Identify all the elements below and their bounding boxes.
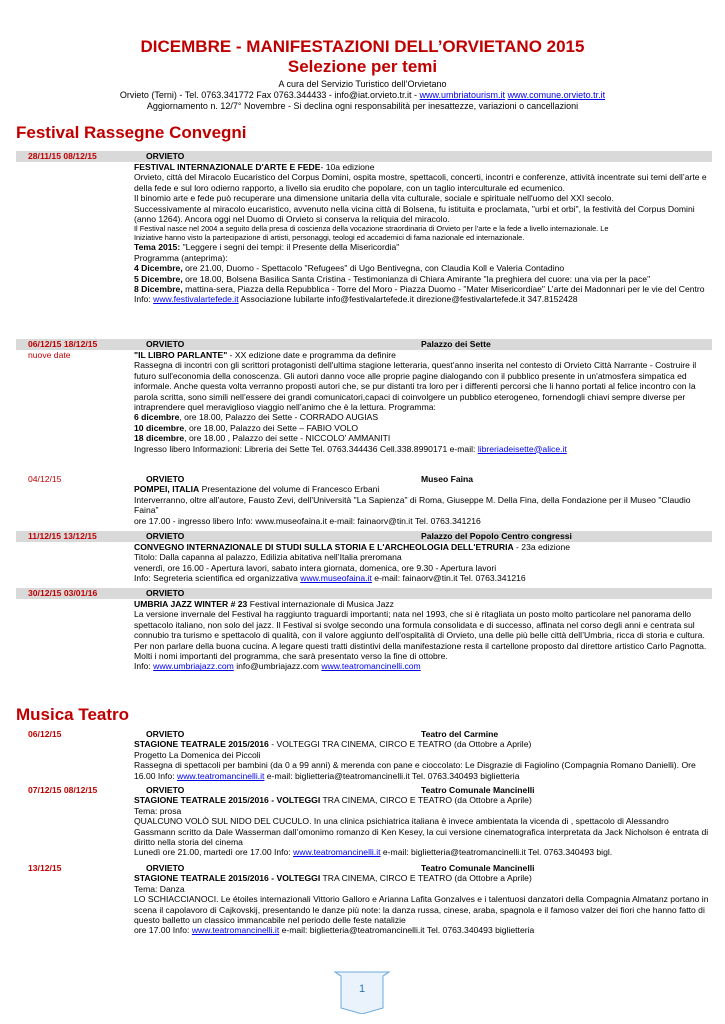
umbriajazz-link[interactable]: www.umbriajazz.com xyxy=(153,661,234,672)
comune-link[interactable]: www.comune.orvieto.tr.it xyxy=(507,90,606,100)
page-number-badge xyxy=(331,968,393,1014)
event-info: Rassegna di spettacoli per bambini (da 0 a 99 anni) & merenda con pane e cioccolato: Le Disgrazie di Fagiolino (Compagnia Romano Danielli). Ore 16.00 Info: www.teatromancinelli.it e-mail: biglietteria@teatromancinelli.it Tel. 0763.340493 biglietteria xyxy=(134,760,696,781)
event-dates: 13/12/15 xyxy=(28,863,62,873)
event-body xyxy=(16,162,712,305)
program-item: 6 dicembre, ore 18.00, Palazzo dei Sette - CORRADO AUGIAS xyxy=(134,412,379,423)
page-number: 1 xyxy=(358,983,366,995)
event-title: STAGIONE TEATRALE 2015/2016 - VOLTEGGI xyxy=(134,795,321,806)
event-city: ORVIETO xyxy=(146,588,185,598)
event-city: ORVIETO xyxy=(146,339,185,349)
event-body xyxy=(16,484,712,526)
event-city: ORVIETO xyxy=(146,531,185,541)
event-title-line: UMBRIA JAZZ WINTER # 23 Festival internazionale di Musica Jazz xyxy=(134,599,394,609)
contact-line xyxy=(0,90,725,101)
event-convegno-etruria xyxy=(16,531,712,584)
section-festival-heading: Festival Rassegne Convegni xyxy=(16,123,247,142)
umbriatourism-link[interactable]: www.umbriatourism.it xyxy=(419,90,506,100)
event-dates: 06/12/15 18/12/15 xyxy=(28,339,98,349)
event-title-line xyxy=(134,162,712,172)
event-header xyxy=(16,474,712,484)
event-city: ORVIETO xyxy=(146,785,185,795)
event-desc: Orvieto, città del Miracolo Eucaristico del Corpus Domini, ospita mostre, spettacoli, concerti, incontri e conferenze, attività incentrate sui temi dell’arte e della fede e sul loro odierno rapporto, a livello sia erudito che popolare, con un taglio interculturale ed ecumenico. xyxy=(134,172,707,193)
event-program-label: Programma (anteprima): xyxy=(134,252,228,263)
event-dates: 30/12/15 03/01/16 xyxy=(28,588,98,598)
event-info: ore 17.00 Info: www.teatromancinelli.it e-mail: biglietteria@teatromancinelli.it Tel. 0763.340493 biglietteria xyxy=(134,925,535,936)
program-item: 10 dicembre, ore 18.00, Palazzo dei Sette – FABIO VOLO xyxy=(134,422,359,433)
event-desc: Successivamente al miracolo eucaristico, avvenuto nella vicina città di Bolsena, fu istituita e proclamata, "urbi et orbi", la festività del Corpus Domini (anno 1264). Ancora oggi nel Duomo di Orvieto si conserva la reliquia del miracolo. xyxy=(134,203,695,225)
event-info: Ingresso libero Informazioni: Libreria dei Sette Tel. 0763.344436 Cell.338.8990171 e-mail: libreriadeisette@alice.it xyxy=(134,443,567,454)
event-title-line: STAGIONE TEATRALE 2015/2016 - VOLTEGGI TRA CINEMA, CIRCO E TEATRO (da Ottobre a Aprile) xyxy=(134,795,532,806)
event-header xyxy=(16,729,712,739)
event-libro-parlante xyxy=(16,339,712,454)
event-dates: 11/12/15 13/12/15 xyxy=(28,531,97,541)
event-venue: Teatro Comunale Mancinelli xyxy=(421,785,535,795)
event-dates: 04/12/15 xyxy=(28,474,62,484)
event-body xyxy=(16,542,712,584)
event-theme: Tema: Danza xyxy=(134,883,185,894)
event-desc: Il binomio arte e fede può recuperare una dimensione unitaria della vita culturale, sociale e spirituale nell'uomo del XXI secolo. xyxy=(134,193,614,204)
program-item: 8 Dicembre, mattina-sera, Piazza della Repubblica - Torre del Moro - Piazza Duomo - "Mater Misericordiae" L’arte dei Madonnari per le vie del Centro xyxy=(134,284,705,295)
event-header xyxy=(16,151,712,162)
event-header xyxy=(16,863,712,873)
event-theme: Tema: prosa xyxy=(134,805,182,816)
event-desc: Interverranno, oltre all'autore, Fausto Zevi, dell'Università "La Sapienza" di Roma, Giuseppe M. Della Fina, della Fondazione per il Museo "Claudio Faina" xyxy=(134,494,691,516)
event-note: Il Festival nasce nel 2004 a seguito della presa di coscienza della vocazione straordinaria di Orvieto per l’arte e la fede a livello internazionale. Le xyxy=(134,224,609,234)
event-city: ORVIETO xyxy=(146,863,185,873)
teatromancinelli-com-link[interactable]: www.teatromancinelli.com xyxy=(321,661,421,672)
festival-link[interactable]: www.festivalartefede.it xyxy=(153,294,239,305)
event-title-line: "IL LIBRO PARLANTE" - XX edizione date e programma da definire xyxy=(134,350,396,360)
museofaina-link[interactable]: www.museofaina.it xyxy=(300,573,372,584)
teatromancinelli-link[interactable]: www.teatromancinelli.it xyxy=(293,847,381,858)
event-title-line: POMPEI, ITALIA Presentazione del volume di Francesco Erbani xyxy=(134,484,380,495)
event-desc: Molti i nomi importanti del programma, che sarà presentato verso la fine di ottobre. xyxy=(134,651,448,662)
event-theme: Tema 2015: "Leggere i segni dei tempi: il Presente della Misericordia" xyxy=(134,242,400,253)
event-desc: Progetto La Domenica dei Piccoli xyxy=(134,749,261,760)
event-body xyxy=(16,739,712,781)
event-desc: Rassegna di incontri con gli scrittori protagonisti dell'ultima stagione letteraria, quest'anno inserita nel contesto di Orvieto Città Narrante - Costruire il futuro sull'economia della conoscenza. Gli autori danno voce alle proprie pagine dialogando con il pubblico presente in un'atmosfera simpatica ed informale. Anche questa volta verranno proposti autori che, se pur distanti tra loro per i differenti percorsi che li hanno portati al felice incontro con la parola scritta, sono simili nell’essere dei grandi comunicatori,capaci di coinvolgere un pubblico eterogeneo, fornendogli chiavi sempre diverse per intraprendere quel meraviglioso viaggio nell’animo che è la lettura. Programma: xyxy=(134,360,697,413)
event-festival-arte-fede xyxy=(16,151,712,305)
event-city: ORVIETO xyxy=(146,474,185,484)
event-desc: La versione invernale del Festival ha raggiunto traguardi importanti; nata nel 1993, che si è ritagliata un posto molto particolare nel panorama dello spettacolo italiano, non solo del jazz. Il Festival si svolge secondo una formula consolidata e di successo, affinata nel corso degli anni e centrata sul connubio tra turismo e spettacolo di qualità, con il valore aggiunto dell’ospitalità di Orvieto, una delle più belle città dell’Umbria, ricca di storia e cultura. Per non parlare della buona cucina. A legare questi tratti distintivi della manifestazione resta il cartellone proposto dal direttore artistico Carlo Pagnotta. xyxy=(134,609,707,651)
event-info: Info: www.festivalartefede.it Associazione Iubilarte info@festivalartefede.it direzione@festivalartefede.it 347.8152428 xyxy=(134,294,578,305)
event-edition: - 10a edizione xyxy=(320,162,375,172)
event-venue: Museo Faina xyxy=(421,474,474,484)
event-venue: Palazzo del Popolo Centro congressi xyxy=(421,531,572,541)
event-header xyxy=(16,785,712,795)
event-info: ore 17.00 - ingresso libero Info: www.museofaina.it e-mail: fainaorv@tin.it Tel. 0763.341216 xyxy=(134,515,481,526)
event-schiaccianoci xyxy=(16,863,712,936)
curated-by: A cura del Servizio Turistico dell’Orvietano xyxy=(278,79,447,89)
event-body xyxy=(16,360,712,454)
event-info: Lunedì ore 21.00, martedì ore 17.00 Info: www.teatromancinelli.it e-mail: biglietteria@teatromancinelli.it Tel. 0763.340493 bigl. xyxy=(134,847,613,858)
event-body xyxy=(16,873,712,935)
update-notice: Aggiornamento n. 12/7° Novembre - Si declina ogni responsabilità per inesattezze, variazioni o cancellazioni xyxy=(146,101,579,111)
event-desc: venerdì, ore 16.00 - Apertura lavori, sabato intera giornata, domenica, ore 9.30 - Apertura lavori xyxy=(134,562,497,573)
event-title: STAGIONE TEATRALE 2015/2016 - VOLTEGGI xyxy=(134,873,321,884)
event-header xyxy=(16,531,712,542)
event-venue: Teatro Comunale Mancinelli xyxy=(421,863,535,873)
event-header xyxy=(16,588,712,599)
event-venue: Palazzo dei Sette xyxy=(421,339,491,349)
event-city: ORVIETO xyxy=(146,151,185,161)
event-desc: LO SCHIACCIANOCI. Le étoiles internazionali Vittorio Galloro e Arianna Lafita Gonzalves e i talentuosi danzatori della Compagnia Almatanz portano in scena il capolavoro di Cajkovskij, presentando le danze più note: la danza russa, cinese, araba, spagnola e il famoso valzer dei fiori che hanno fatto di questo balletto un classico immancabile nel periodo delle feste natalizie xyxy=(134,894,709,926)
event-venue: Teatro del Carmine xyxy=(421,729,499,739)
page-subtitle: Selezione per temi xyxy=(287,57,438,76)
event-dates: 06/12/15 xyxy=(28,729,62,739)
event-info: Info: Segreteria scientifica ed organizzativa www.museofaina.it e-mail: fainaorv@tin.it Tel. 0763.341216 xyxy=(134,573,526,584)
event-title-line: STAGIONE TEATRALE 2015/2016 - VOLTEGGI TRA CINEMA, CIRCO E TEATRO (da Ottobre a Aprile) xyxy=(134,739,532,750)
event-info: Info: www.umbriajazz.com info@umbriajazz.com www.teatromancinelli.com xyxy=(134,661,421,672)
event-title: STAGIONE TEATRALE 2015/2016 xyxy=(134,739,269,750)
event-dates: 07/12/15 08/12/15 xyxy=(28,785,98,795)
event-title: "IL LIBRO PARLANTE" xyxy=(134,350,228,360)
event-dates: 28/11/15 08/12/15 xyxy=(28,151,97,161)
event-date-note: nuove date xyxy=(28,350,71,360)
section-musica-heading: Musica Teatro xyxy=(16,705,130,724)
program-item: 18 dicembre, ore 18.00 , Palazzo dei sette - NICCOLO' AMMANITI xyxy=(134,433,391,444)
event-body xyxy=(16,599,712,672)
contact-text: Orvieto (Terni) - Tel. 0763.341772 Fax 0763.344433 - info@iat.orvieto.tr.it - xyxy=(119,90,420,100)
event-teatro-carmine xyxy=(16,729,712,781)
teatromancinelli-link[interactable]: www.teatromancinelli.it xyxy=(191,925,280,936)
event-desc: Titolo: Dalla capanna al palazzo, Edilizia abitativa nell’Italia preromana xyxy=(134,552,402,563)
program-item: 4 Dicembre, ore 21.00, Duomo - Spettacolo "Refugees" di Ugo Bentivegna, con Claudia Koll e Valeria Contadino xyxy=(134,263,565,274)
event-city: ORVIETO xyxy=(146,729,185,739)
libreria-email-link[interactable]: libreriadeisette@alice.it xyxy=(477,443,567,454)
page-title: DICEMBRE - MANIFESTAZIONI DELL’ORVIETANO 2015 xyxy=(140,37,585,56)
event-note: Iniziative hanno visto la partecipazione di artisti, personaggi, teologi ed accademici di fama nazionale ed internazionale. xyxy=(134,233,525,243)
event-desc: QUALCUNO VOLÒ SUL NIDO DEL CUCULO. In una clinica psichiatrica italiana è invece ambientata la vicenda di , spettacolo di Alessandro Gassmann scritto da Dale Wasserman dall’omonimo romanzo di Ken Kesey, la cui versione cinematografica interpretata da Jack Nicholson è entrata di diritto nella storia del cinema xyxy=(134,816,709,848)
event-pompei-italia xyxy=(16,474,712,526)
event-title: UMBRIA JAZZ WINTER # 23 xyxy=(134,599,248,609)
program-item: 5 Dicembre, ore 18.00, Bolsena Basilica Santa Cristina - Testimonianza di Chiara Amirante "la preghiera del cuore: una via per la pace" xyxy=(134,273,651,284)
event-title: FESTIVAL INTERNAZIONALE D'ARTE E FEDE xyxy=(134,162,321,172)
event-header xyxy=(16,339,712,350)
event-umbria-jazz-winter xyxy=(16,588,712,672)
teatromancinelli-link[interactable]: www.teatromancinelli.it xyxy=(177,770,265,781)
event-title: CONVEGNO INTERNAZIONALE DI STUDI SULLA STORIA E L'ARCHEOLOGIA DELL'ETRURIA xyxy=(134,542,514,552)
event-title-line: STAGIONE TEATRALE 2015/2016 - VOLTEGGI TRA CINEMA, CIRCO E TEATRO (da Ottobre a Aprile) xyxy=(134,873,532,884)
event-qualcuno-volo xyxy=(16,785,712,858)
event-body xyxy=(16,795,712,857)
event-title-line: CONVEGNO INTERNAZIONALE DI STUDI SULLA STORIA E L'ARCHEOLOGIA DELL'ETRURIA - 23a edizione xyxy=(134,542,571,552)
event-title: POMPEI, ITALIA xyxy=(134,484,200,495)
